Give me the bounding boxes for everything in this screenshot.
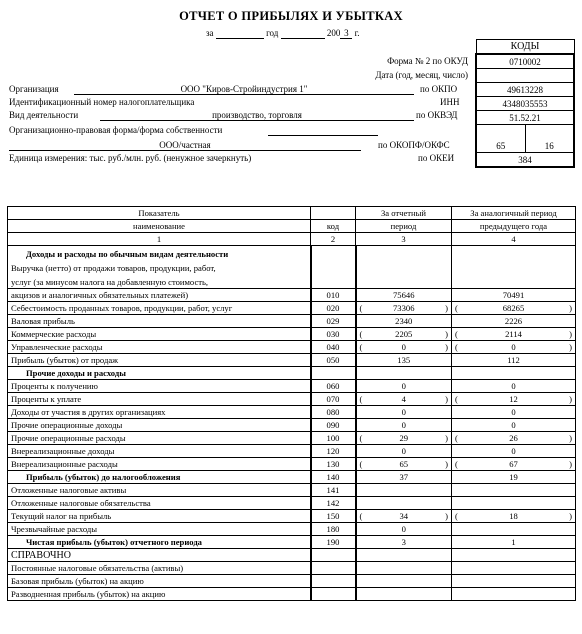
row-name: Постоянные налоговые обязательства (активы)	[8, 562, 311, 575]
row-code	[311, 367, 356, 380]
activity-value: производство, торговля	[100, 110, 414, 121]
row-current-value	[356, 458, 452, 471]
row-current-value	[356, 260, 452, 274]
row-name: Отложенные налоговые обязательства	[8, 497, 311, 510]
okpo-label: по ОКПО	[420, 84, 458, 94]
table-row	[8, 484, 576, 497]
row-prior-value	[452, 458, 576, 471]
close-paren: )	[445, 329, 448, 339]
table-row	[8, 445, 576, 458]
header-num-3: 3	[356, 233, 452, 246]
table-row	[8, 497, 576, 510]
period-suffix: г.	[354, 28, 360, 38]
row-prior-value: 19	[452, 471, 576, 484]
row-current-value: 0	[356, 406, 452, 419]
row-current-value	[356, 341, 452, 354]
row-name: Себестоимость проданных товаров, продукции, работ, услуг	[8, 302, 311, 315]
row-code: 090	[311, 419, 356, 432]
table-row	[8, 536, 576, 549]
row-code: 140	[311, 471, 356, 484]
value: 29	[399, 433, 409, 443]
open-paren: (	[359, 511, 363, 521]
row-code: 040	[311, 341, 356, 354]
open-paren: (	[455, 459, 458, 469]
row-prior-value: 0	[452, 445, 576, 458]
row-code: 070	[311, 393, 356, 406]
row-name: Коммерческие расходы	[8, 328, 311, 341]
row-name: акцизов и аналогичных обязательных платежей)	[8, 289, 311, 302]
row-prior-value: 0	[452, 380, 576, 393]
date-code	[476, 69, 574, 83]
row-prior-value: 0	[452, 406, 576, 419]
row-code	[311, 588, 356, 601]
okved-code: 51.52.21	[476, 111, 574, 125]
row-prior-value	[452, 274, 576, 289]
row-prior-value	[452, 484, 576, 497]
close-paren: )	[445, 459, 448, 469]
row-name: Управленческие расходы	[8, 341, 311, 354]
value: 68265	[502, 303, 525, 313]
row-current-value: 0	[356, 523, 452, 536]
row-current-value	[356, 274, 452, 289]
okpo-code: 49613228	[476, 83, 574, 97]
row-name: Прочие операционные расходы	[8, 432, 311, 445]
row-current-value: 0	[356, 445, 452, 458]
legal-form-label: Организационно-правовая форма/форма собственности	[9, 125, 223, 135]
okfs-spacer	[525, 125, 574, 140]
table-row	[8, 341, 576, 354]
row-name: Выручка (нетто) от продажи товаров, продукции, работ,	[8, 260, 311, 274]
close-paren: )	[445, 342, 448, 352]
table-row	[8, 354, 576, 367]
header-prior-2: предыдущего года	[452, 220, 576, 233]
close-paren: )	[445, 511, 448, 521]
okopf-spacer	[476, 125, 525, 140]
row-prior-value	[452, 588, 576, 601]
unit-label: Единица измерения: тыс. руб./млн. руб. (ненужное зачеркнуть)	[9, 153, 252, 163]
row-name: Чистая прибыль (убыток) отчетного периода	[8, 536, 311, 549]
row-code: 190	[311, 536, 356, 549]
row-prior-value: 1	[452, 536, 576, 549]
org-label: Организация	[9, 84, 59, 94]
row-prior-value	[452, 367, 576, 380]
table-row	[8, 260, 576, 274]
row-prior-value	[452, 341, 576, 354]
row-code: 141	[311, 484, 356, 497]
header-code: код	[311, 220, 356, 233]
open-paren: (	[359, 329, 363, 339]
close-paren: )	[569, 329, 572, 339]
open-paren: (	[455, 342, 458, 352]
row-name: Прочие доходы и расходы	[8, 367, 311, 380]
close-paren: )	[569, 303, 572, 313]
row-name: Базовая прибыль (убыток) на акцию	[8, 575, 311, 588]
header-indicator: Показатель	[8, 207, 311, 220]
row-name: Разводненная прибыль (убыток) на акцию	[8, 588, 311, 601]
row-name: Доходы и расходы по обычным видам деятельности	[8, 246, 311, 261]
close-paren: )	[445, 303, 448, 313]
value: 0	[401, 342, 406, 352]
row-code: 010	[311, 289, 356, 302]
row-code: 120	[311, 445, 356, 458]
legal-form-line	[268, 125, 378, 136]
row-current-value: 3	[356, 536, 452, 549]
table-row	[8, 393, 576, 406]
row-current-value: 0	[356, 380, 452, 393]
row-current-value	[356, 575, 452, 588]
close-paren: )	[569, 459, 572, 469]
table-row	[8, 406, 576, 419]
header-num-2: 2	[311, 233, 356, 246]
table-row	[8, 274, 576, 289]
form-code: 0710002	[476, 54, 574, 69]
okopf-label: по ОКОПФ/ОКФС	[378, 140, 450, 150]
close-paren: )	[445, 394, 448, 404]
value: 12	[509, 394, 518, 404]
row-current-value	[356, 549, 452, 562]
row-name: Доходы от участия в других организациях	[8, 406, 311, 419]
header-prior-1: За аналогичный период	[452, 207, 576, 220]
okved-label: по ОКВЭД	[416, 110, 458, 120]
open-paren: (	[455, 511, 458, 521]
report-title: ОТЧЕТ О ПРИБЫЛЯХ И УБЫТКАХ	[179, 9, 403, 23]
codes-box	[475, 39, 575, 168]
value: 18	[509, 511, 518, 521]
okei-code: 384	[476, 153, 574, 168]
row-code	[311, 260, 356, 274]
row-code: 142	[311, 497, 356, 510]
table-row	[8, 458, 576, 471]
table-row	[8, 302, 576, 315]
row-prior-value	[452, 393, 576, 406]
open-paren: (	[359, 342, 363, 352]
value: 0	[511, 342, 516, 352]
row-prior-value	[452, 302, 576, 315]
period-year-prefix: 200	[326, 28, 341, 38]
row-prior-value: 0	[452, 419, 576, 432]
row-current-value	[356, 328, 452, 341]
row-prior-value	[452, 328, 576, 341]
okfs-code: 16	[525, 139, 574, 153]
open-paren: (	[455, 329, 458, 339]
table-row	[8, 328, 576, 341]
row-current-value: 0	[356, 419, 452, 432]
row-name: Проценты к получению	[8, 380, 311, 393]
open-paren: (	[455, 303, 458, 313]
row-prior-value	[452, 246, 576, 261]
table-row	[8, 315, 576, 328]
income-statement-table	[7, 206, 576, 601]
close-paren: )	[569, 342, 572, 352]
row-code	[311, 246, 356, 261]
row-name: Проценты к уплате	[8, 393, 311, 406]
row-code: 050	[311, 354, 356, 367]
open-paren: (	[359, 303, 363, 313]
table-row	[8, 510, 576, 523]
okopf-code: 65	[476, 139, 525, 153]
value: 34	[399, 511, 409, 521]
row-name: Валовая прибыль	[8, 315, 311, 328]
row-current-value	[356, 432, 452, 445]
org-name: ООО "Киров-Стройиндустрия 1"	[74, 84, 414, 95]
row-current-value	[356, 510, 452, 523]
open-paren: (	[359, 394, 363, 404]
row-current-value	[356, 367, 452, 380]
row-current-value	[356, 588, 452, 601]
row-prior-value	[452, 510, 576, 523]
table-row	[8, 549, 576, 562]
row-code	[311, 549, 356, 562]
row-name: Внереализационные расходы	[8, 458, 311, 471]
open-paren: (	[359, 459, 363, 469]
row-current-value	[356, 393, 452, 406]
table-row	[8, 575, 576, 588]
value: 26	[509, 433, 518, 443]
row-name: Чрезвычайные расходы	[8, 523, 311, 536]
row-current-value	[356, 562, 452, 575]
row-code	[311, 274, 356, 289]
header-num-4: 4	[452, 233, 576, 246]
value: 67	[509, 459, 518, 469]
period-year-label: год	[266, 28, 279, 38]
row-current-value	[356, 302, 452, 315]
row-current-value	[356, 484, 452, 497]
value: 2205	[395, 329, 413, 339]
date-label: Дата (год, месяц, число)	[375, 70, 468, 80]
row-name: Отложенные налоговые активы	[8, 484, 311, 497]
table-row	[8, 289, 576, 302]
row-current-value: 2340	[356, 315, 452, 328]
inn-full-label: Идентификационный номер налогоплательщика	[9, 97, 195, 107]
codes-header: КОДЫ	[476, 40, 574, 55]
table-row	[8, 246, 576, 261]
row-code	[311, 562, 356, 575]
row-prior-value	[452, 562, 576, 575]
value: 73306	[393, 303, 415, 313]
table-row	[8, 471, 576, 484]
value: 4	[401, 394, 406, 404]
row-current-value: 75646	[356, 289, 452, 302]
form-label: Форма № 2 по ОКУД	[387, 56, 468, 66]
row-current-value: 135	[356, 354, 452, 367]
activity-label: Вид деятельности	[9, 110, 79, 120]
close-paren: )	[569, 394, 572, 404]
okei-label: по ОКЕИ	[418, 153, 455, 163]
period-year-digit: 3	[340, 28, 352, 39]
row-name: Прочие операционные доходы	[8, 419, 311, 432]
close-paren: )	[445, 433, 448, 443]
table-row	[8, 562, 576, 575]
row-current-value: 37	[356, 471, 452, 484]
row-prior-value	[452, 260, 576, 274]
row-current-value	[356, 246, 452, 261]
row-code: 150	[311, 510, 356, 523]
row-code: 180	[311, 523, 356, 536]
table-row	[8, 523, 576, 536]
table-row	[8, 432, 576, 445]
row-code	[311, 575, 356, 588]
table-row	[8, 367, 576, 380]
legal-form-value: ООО/частная	[9, 140, 361, 151]
row-current-value	[356, 497, 452, 510]
row-prior-value: 112	[452, 354, 576, 367]
row-name: Текущий налог на прибыль	[8, 510, 311, 523]
open-paren: (	[359, 433, 363, 443]
row-code: 020	[311, 302, 356, 315]
period-prefix: за	[206, 28, 214, 38]
header-code-blank	[311, 207, 356, 220]
row-code: 029	[311, 315, 356, 328]
row-prior-value	[452, 497, 576, 510]
row-prior-value: 70491	[452, 289, 576, 302]
value: 2114	[505, 329, 522, 339]
table-row	[8, 380, 576, 393]
row-prior-value	[452, 432, 576, 445]
row-name: услуг (за минусом налога на добавленную стоимость,	[8, 274, 311, 289]
row-code: 030	[311, 328, 356, 341]
inn-label: ИНН	[440, 97, 460, 107]
header-current-1: За отчетный	[356, 207, 452, 220]
open-paren: (	[455, 433, 458, 443]
row-code: 100	[311, 432, 356, 445]
close-paren: )	[569, 433, 572, 443]
period-line	[206, 28, 360, 39]
inn-code: 4348035553	[476, 97, 574, 111]
header-num-1: 1	[8, 233, 311, 246]
row-prior-value	[452, 523, 576, 536]
row-name: Внереализационные доходы	[8, 445, 311, 458]
table-row	[8, 588, 576, 601]
row-code: 130	[311, 458, 356, 471]
row-name: Прибыль (убыток) от продаж	[8, 354, 311, 367]
row-name: СПРАВОЧНО	[8, 549, 311, 562]
row-prior-value: 2226	[452, 315, 576, 328]
row-prior-value	[452, 549, 576, 562]
row-code: 080	[311, 406, 356, 419]
header-current-2: период	[356, 220, 452, 233]
value: 65	[399, 459, 409, 469]
close-paren: )	[569, 511, 572, 521]
row-prior-value	[452, 575, 576, 588]
row-name: Прибыль (убыток) до налогообложения	[8, 471, 311, 484]
header-name: наименование	[8, 220, 311, 233]
row-code: 060	[311, 380, 356, 393]
open-paren: (	[455, 394, 458, 404]
table-row	[8, 419, 576, 432]
